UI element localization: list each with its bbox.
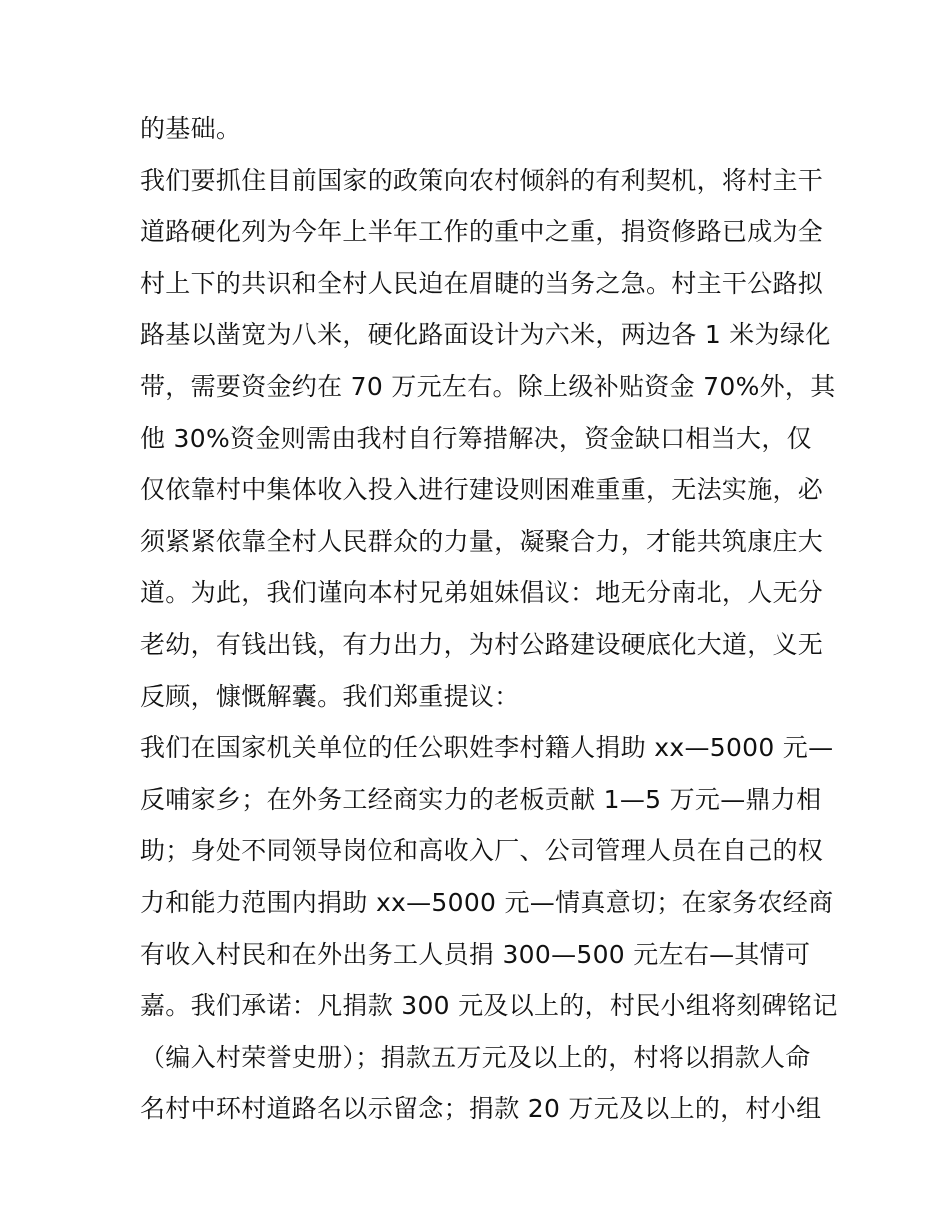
text-line: 的基础。 — [140, 114, 242, 143]
text-line: 嘉。我们承诺：凡捐款 300 元及以上的，村民小组将刻碑铭记 — [140, 991, 838, 1021]
text-line: 老幼，有钱出钱，有力出力，为村公路建设硬底化大道，义无 — [140, 629, 824, 659]
body-text — [140, 103, 838, 1135]
text-line: 名村中环村道路名以示留念；捐款 20 万元及以上的，村小组 — [140, 1094, 822, 1124]
text-line: 道。为此，我们谨向本村兄弟姐妹倡议：地无分南北，人无分 — [140, 578, 824, 608]
text-line: 我们要抓住目前国家的政策向农村倾斜的有利契机，将村主干 — [140, 165, 824, 195]
text-line: 反哺家乡；在外务工经商实力的老板贡献 1—5 万元—鼎力相 — [140, 784, 822, 814]
text-line: 反顾，慷慨解囊。我们郑重提议： — [140, 681, 520, 711]
text-line: 他 30%资金则需由我村自行筹措解决，资金缺口相当大，仅 — [140, 423, 812, 453]
text-line: 力和能力范围内捐助 xx—5000 元—情真意切；在家务农经商 — [140, 887, 834, 917]
text-line: 仅依靠村中集体收入投入进行建设则困难重重，无法实施，必 — [140, 475, 824, 505]
text-line: （编入村荣誉史册）；捐款五万元及以上的，村将以捐款人命 — [140, 1042, 811, 1072]
text-line: 道路硬化列为今年上半年工作的重中之重，捐资修路已成为全 — [140, 217, 824, 247]
text-line: 路基以凿宽为八米，硬化路面设计为六米，两边各 1 米为绿化 — [140, 320, 831, 350]
text-line: 有收入村民和在外出务工人员捐 300—500 元左右—其情可 — [140, 939, 811, 969]
text-line: 我们在国家机关单位的任公职姓李村籍人捐助 xx—5000 元— — [140, 733, 834, 763]
text-line: 须紧紧依靠全村人民群众的力量，凝聚合力，才能共筑康庄大 — [140, 526, 824, 556]
text-line: 助；身处不同领导岗位和高收入厂、公司管理人员在自己的权 — [140, 836, 824, 866]
text-line: 村上下的共识和全村人民迫在眉睫的当务之急。村主干公路拟 — [140, 268, 824, 298]
text-line: 带，需要资金约在 70 万元左右。除上级补贴资金 70%外，其 — [140, 371, 836, 401]
